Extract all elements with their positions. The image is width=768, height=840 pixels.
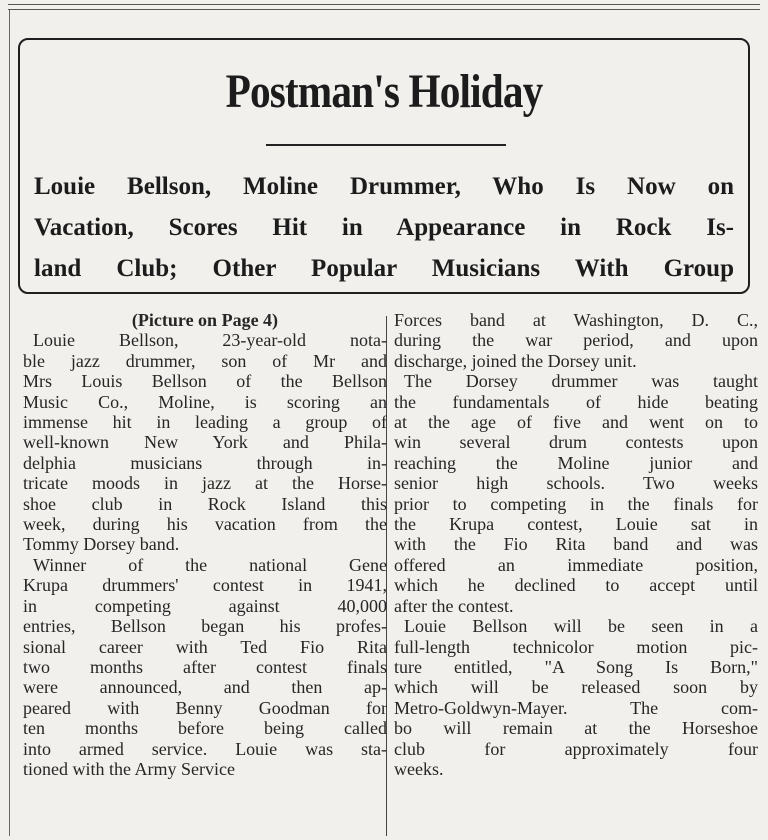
- article-line: at the age of five and went on to: [394, 412, 758, 433]
- article-line: discharge, joined the Dorsey unit.: [394, 350, 637, 371]
- article-line: entries, Bellson began his profes-: [23, 616, 387, 637]
- article-line: two months after contest finals: [23, 656, 387, 677]
- article-line: Krupa drummers' contest in 1941,: [23, 575, 387, 596]
- article-line: bo will remain at the Horseshoe: [394, 718, 758, 739]
- article-line: well-known New York and Phila-: [23, 432, 387, 453]
- top-rule: [8, 4, 760, 10]
- article-line: Louie Bellson will be seen in a: [404, 616, 758, 637]
- article-line: (Picture on Page 4): [131, 310, 279, 330]
- article-line: tricate moods in jazz at the Horse-: [23, 473, 387, 494]
- article-line: during the war period, and upon: [394, 330, 758, 351]
- article-line: club for approximately four: [394, 738, 758, 759]
- headline-rule: [266, 144, 506, 146]
- article-line: Winner of the national Gene: [33, 554, 387, 575]
- article-line: Tommy Dorsey band.: [23, 534, 180, 555]
- deck-line: land Club; Other Popular Musicians With Group: [34, 255, 734, 282]
- article-line: immense hit in leading a group of: [23, 412, 387, 433]
- article-line: week, during his vacation from the: [23, 514, 387, 535]
- article-line: reaching the Moline junior and: [394, 452, 758, 473]
- deck: [34, 166, 734, 289]
- article-line: with the Fio Rita band and was: [394, 534, 758, 555]
- article-line: were announced, and then ap-: [23, 677, 387, 698]
- article-line: Forces band at Washington, D. C.,: [394, 310, 758, 330]
- article-line: full-length technicolor motion pic-: [394, 636, 758, 657]
- article-line: peared with Benny Goodman for: [23, 697, 387, 718]
- article-line: Louie Bellson, 23-year-old nota-: [33, 330, 387, 351]
- article-line: after the contest.: [394, 595, 514, 616]
- headline: Postman's Holiday: [225, 65, 543, 118]
- article-line: The Dorsey drummer was taught: [404, 371, 758, 392]
- article-line: in competing against 40,000: [23, 595, 387, 616]
- article-line: shoe club in Rock Island this: [23, 493, 387, 514]
- left-edge-rule: [9, 10, 10, 836]
- article-line: Mrs Louis Bellson of the Bellson: [23, 371, 387, 392]
- article-line: ture entitled, "A Song Is Born,": [394, 656, 758, 677]
- article-line: Music Co., Moline, is scoring an: [23, 391, 387, 412]
- right-column: [394, 310, 758, 779]
- article-line: prior to competing in the finals for: [394, 493, 758, 514]
- article-line: which will be released soon by: [394, 677, 758, 698]
- article-line: delphia musicians through in-: [23, 452, 387, 473]
- deck-line: Louie Bellson, Moline Drummer, Who Is Now on: [34, 173, 734, 200]
- article-line: the Krupa contest, Louie sat in: [394, 514, 758, 535]
- article-line: senior high schools. Two weeks: [394, 473, 758, 494]
- article-line: into armed service. Louie was sta-: [23, 738, 387, 759]
- article-line: ble jazz drummer, son of Mr and: [23, 350, 387, 371]
- headline-box: [18, 38, 750, 294]
- article-line: sional career with Ted Fio Rita: [23, 636, 387, 657]
- article-line: ten months before being called: [23, 718, 387, 739]
- article-line: offered an immediate position,: [394, 554, 758, 575]
- article-line: weeks.: [394, 758, 444, 779]
- article-line: win several drum contests upon: [394, 432, 758, 453]
- article-line: Metro-Goldwyn-Mayer. The com-: [394, 697, 758, 718]
- left-column: [23, 310, 387, 779]
- deck-line: Vacation, Scores Hit in Appearance in Rock Is-: [34, 214, 734, 241]
- article-line: the fundamentals of hide beating: [394, 391, 758, 412]
- article-line: tioned with the Army Service: [23, 758, 235, 779]
- article-line: which he declined to accept until: [394, 575, 758, 596]
